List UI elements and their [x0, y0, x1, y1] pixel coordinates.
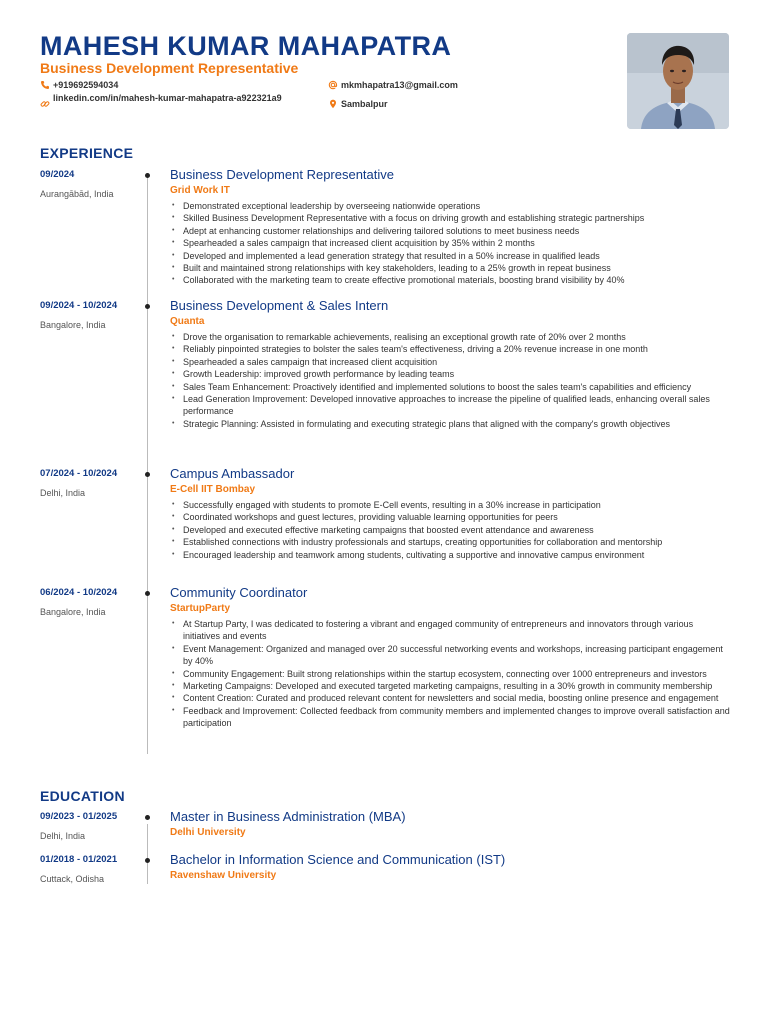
list-item: • Collaborated with the marketing team to create effective promotional materials, boosting brand visibility by 40%: [170, 274, 730, 286]
experience-heading: EXPERIENCE: [40, 145, 134, 161]
list-item: • Spearheaded a sales campaign that increased client acquisition: [170, 356, 730, 368]
candidate-name: MAHESH KUMAR MAHAPATRA: [40, 31, 452, 61]
experience-date: 09/2024 - 10/2024: [40, 300, 118, 311]
education-location: Cuttack, Odisha: [40, 874, 105, 884]
job-title: Community Coordinator: [170, 585, 308, 600]
at-sign-icon: [328, 80, 338, 90]
timeline-dot: [145, 304, 150, 309]
school-name: Ravenshaw University: [170, 870, 277, 881]
company-name: Grid Work IT: [170, 185, 230, 196]
list-item: • Spearheaded a sales campaign that increased client acquisition by 35% within 2 months: [170, 237, 730, 249]
list-item: • Encouraged leadership and teamwork among students, cultivating a supportive and innovative campus environment: [170, 549, 730, 561]
education-date: 09/2023 - 01/2025: [40, 811, 118, 822]
list-item: • At Startup Party, I was dedicated to fostering a vibrant and engaged community of entrepreneurs and innovators through various initiatives and events: [170, 618, 730, 643]
phone-text: +919692594034: [53, 80, 119, 90]
education-date: 01/2018 - 01/2021: [40, 854, 118, 865]
list-item: • Marketing Campaigns: Developed and executed targeted marketing campaigns, resulting in a 30% growth in community membership: [170, 680, 730, 692]
education-timeline-line: [147, 824, 148, 884]
experience-date: 06/2024 - 10/2024: [40, 587, 118, 598]
timeline-dot: [145, 858, 150, 863]
list-item: • Sales Team Enhancement: Proactively identified and implemented solutions to boost the sales team's capabilities and efficiency: [170, 381, 730, 393]
phone-icon: [40, 80, 50, 90]
timeline-dot: [145, 591, 150, 596]
experience-timeline-line: [147, 176, 148, 754]
list-item: • Reliably pinpointed strategies to bolster the sales team's effectiveness, driving a 20% revenue increase in one month: [170, 343, 730, 355]
email-link[interactable]: mkmhapatra13@gmail.com: [341, 80, 458, 90]
experience-date: 09/2024: [40, 169, 75, 180]
education-location: Delhi, India: [40, 831, 86, 841]
responsibility-list: [170, 331, 730, 430]
list-item: • Established connections with industry professionals and startups, creating opportunities for collaboration and mentorship: [170, 536, 730, 548]
list-item: • Lead Generation Improvement: Developed innovative approaches to increase the pipeline of qualified leads, enhancing overall sales performance: [170, 393, 730, 418]
list-item: • Skilled Business Development Representative with a focus on driving growth and establishing strategic partnerships: [170, 212, 730, 224]
profile-photo: [627, 33, 729, 129]
list-item: • Coordinated workshops and guest lectures, providing valuable learning opportunities for peers: [170, 511, 730, 523]
map-pin-icon: [328, 99, 338, 109]
experience-location: Bangalore, India: [40, 320, 106, 330]
timeline-dot: [145, 173, 150, 178]
list-item: • Community Engagement: Built strong relationships within the startup ecosystem, connecting over 1000 entrepreneurs and investors: [170, 668, 730, 680]
location-text: Sambalpur: [341, 99, 388, 109]
company-name: Quanta: [170, 316, 205, 327]
responsibility-list: [170, 618, 730, 730]
list-item: • Event Management: Organized and managed over 20 successful networking events and workshops, increasing participant engagement by 40%: [170, 643, 730, 668]
list-item: • Successfully engaged with students to promote E-Cell events, resulting in a 30% increase in participation: [170, 499, 730, 511]
list-item: • Drove the organisation to remarkable achievements, realising an exceptional growth rate of 20% over 2 months: [170, 331, 730, 343]
list-item: • Adept at enhancing customer relationships and delivering tailored solutions to meet business needs: [170, 225, 730, 237]
list-item: • Content Creation: Curated and produced relevant content for newsletters and social media, boosting online presence and engagement: [170, 692, 730, 704]
school-name: Delhi University: [170, 827, 246, 838]
list-item: • Developed and executed effective marketing campaigns that boosted event attendance and awareness: [170, 524, 730, 536]
list-item: • Feedback and Improvement: Collected feedback from community members and implemented changes to improve overall satisfaction and participation: [170, 705, 730, 730]
link-icon: [40, 99, 50, 109]
company-name: E-Cell IIT Bombay: [170, 484, 256, 495]
timeline-dot: [145, 472, 150, 477]
experience-location: Delhi, India: [40, 488, 86, 498]
list-item: • Developed and implemented a lead generation strategy that resulted in a 50% increase in qualified leads: [170, 250, 730, 262]
job-title: Business Development Representative: [170, 167, 395, 182]
list-item: • Growth Leadership: improved growth performance by leading teams: [170, 368, 730, 380]
responsibility-list: [170, 200, 730, 287]
list-item: • Strategic Planning: Assisted in formulating and executing strategic plans that aligned with the company's growth objectives: [170, 418, 730, 430]
experience-date: 07/2024 - 10/2024: [40, 468, 118, 479]
degree-title: Bachelor in Information Science and Communication (IST): [170, 852, 506, 867]
education-heading: EDUCATION: [40, 788, 125, 804]
timeline-dot: [145, 815, 150, 820]
responsibility-list: [170, 499, 730, 561]
candidate-title: Business Development Representative: [40, 60, 299, 76]
list-item: • Built and maintained strong relationships with key stakeholders, leading to a 25% growth in repeat business: [170, 262, 730, 274]
degree-title: Master in Business Administration (MBA): [170, 809, 406, 824]
list-item: • Demonstrated exceptional leadership by overseeing nationwide operations: [170, 200, 730, 212]
linkedin-link[interactable]: linkedin.com/in/mahesh-kumar-mahapatra-a922321a9: [53, 93, 282, 103]
job-title: Business Development & Sales Intern: [170, 298, 389, 313]
company-name: StartupParty: [170, 603, 231, 614]
job-title: Campus Ambassador: [170, 466, 295, 481]
experience-location: Bangalore, India: [40, 607, 106, 617]
experience-location: Aurangābād, India: [40, 189, 114, 199]
